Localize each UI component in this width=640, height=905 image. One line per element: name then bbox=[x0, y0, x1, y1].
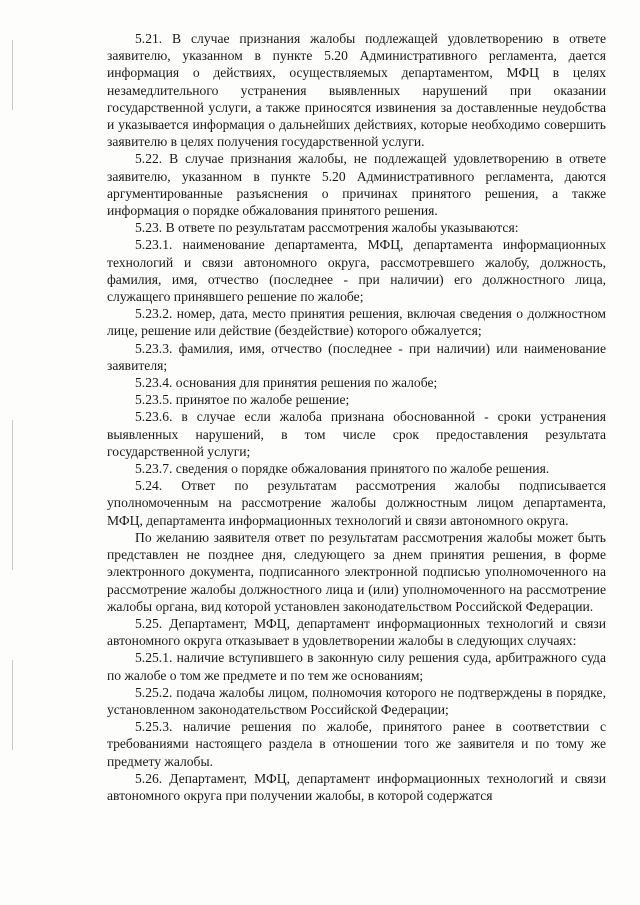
paragraph-5-23-4: 5.23.4. основания для принятия решения по жалобе; bbox=[135, 375, 438, 391]
scan-edge-mark bbox=[12, 660, 13, 750]
scan-edge-mark bbox=[12, 40, 13, 110]
paragraph-5-22: 5.22. В случае признания жалобы, не подлежащей удовлетворению в ответе заявителю, указанном в пункте 5.20 Административного регламента, даются аргументированные разъяснения о причинах принятого решения, а также информация о порядке обжалования принятого решения. bbox=[107, 151, 606, 219]
paragraph-5-23-3: 5.23.3. фамилия, имя, отчество (последнее - при наличии) или наименование заявителя; bbox=[107, 340, 606, 373]
paragraph-5-23-1: 5.23.1. наименование департамента, МФЦ, департамента информационных технологий и связи автономного округа, рассмотревшего жалобу, должность, фамилия, имя, отчество (последнее - при наличии) его должностного лица, служащего принявшего решение по жалобе; bbox=[107, 237, 606, 305]
paragraph-electronic-answer: По желанию заявителя ответ по результатам рассмотрения жалобы может быть представлен не позднее дня, следующего за днем принятия решения, в форме электронного документа, подписанного электронной подписью уполномоченного на рассмотрение жалобы должностного лица и (или) уполномоченного на рассмотрение жалобы органа, вид которой установлен законодательством Российской Федерации. bbox=[107, 529, 606, 614]
paragraph-5-21: 5.21. В случае признания жалобы подлежащей удовлетворению в ответе заявителю, указанном в пункте 5.20 Административного регламента, дается информация о действиях, осуществляемых департаментом, МФЦ в целях незамедлительного устранения выявленных нарушений при оказании государственной услуги, а также приносятся извинения за доставленные неудобства и указывается информация о дальнейших действиях, которые необходимо совершить заявителю в целях получения государственной услуги. bbox=[107, 31, 606, 150]
paragraph-5-24: 5.24. Ответ по результатам рассмотрения жалобы подписывается уполномоченным на рассмотрение жалобы должностным лицом департамента, МФЦ, департамента информационных технологий и связи автономного округа. bbox=[107, 478, 606, 528]
paragraph-5-25-1: 5.25.1. наличие вступившего в законную силу решения суда, арбитражного суда по жалобе о том же предмете и по тем же основаниям; bbox=[107, 650, 606, 683]
paragraph-5-23: 5.23. В ответе по результатам рассмотрения жалобы указываются: bbox=[135, 220, 519, 236]
paragraph-5-25-3: 5.25.3. наличие решения по жалобе, принятого ранее в соответствии с требованиями настоящего раздела в отношении того же заявителя и по тому же предмету жалобы. bbox=[107, 719, 606, 769]
paragraph-5-23-5: 5.23.5. принятое по жалобе решение; bbox=[135, 392, 350, 408]
paragraph-5-25: 5.25. Департамент, МФЦ, департамент информационных технологий и связи автономного округа отказывает в удовлетворении жалобы в следующих случаях: bbox=[107, 615, 606, 649]
paragraph-5-26: 5.26. Департамент, МФЦ, департамент информационных технологий и связи автономного округа при получении жалобы, в которой содержатся bbox=[107, 770, 606, 803]
paragraph-5-23-2: 5.23.2. номер, дата, место принятия решения, включая сведения о должностном лице, решение или действие (бездействие) которого обжалуется; bbox=[107, 306, 606, 339]
scan-edge-mark bbox=[12, 420, 13, 570]
paragraph-5-23-6: 5.23.6. в случае если жалоба признана обоснованной - сроки устранения выявленных нарушений, в том числе срок предоставления результата государственной услуги; bbox=[107, 409, 606, 459]
paragraph-5-25-2: 5.25.2. подача жалобы лицом, полномочия которого не подтверждены в порядке, установленном законодательством Российской Федерации; bbox=[107, 684, 606, 717]
document-body bbox=[107, 30, 606, 804]
paragraph-5-23-7: 5.23.7. сведения о порядке обжалования принятого по жалобе решения. bbox=[135, 461, 550, 477]
